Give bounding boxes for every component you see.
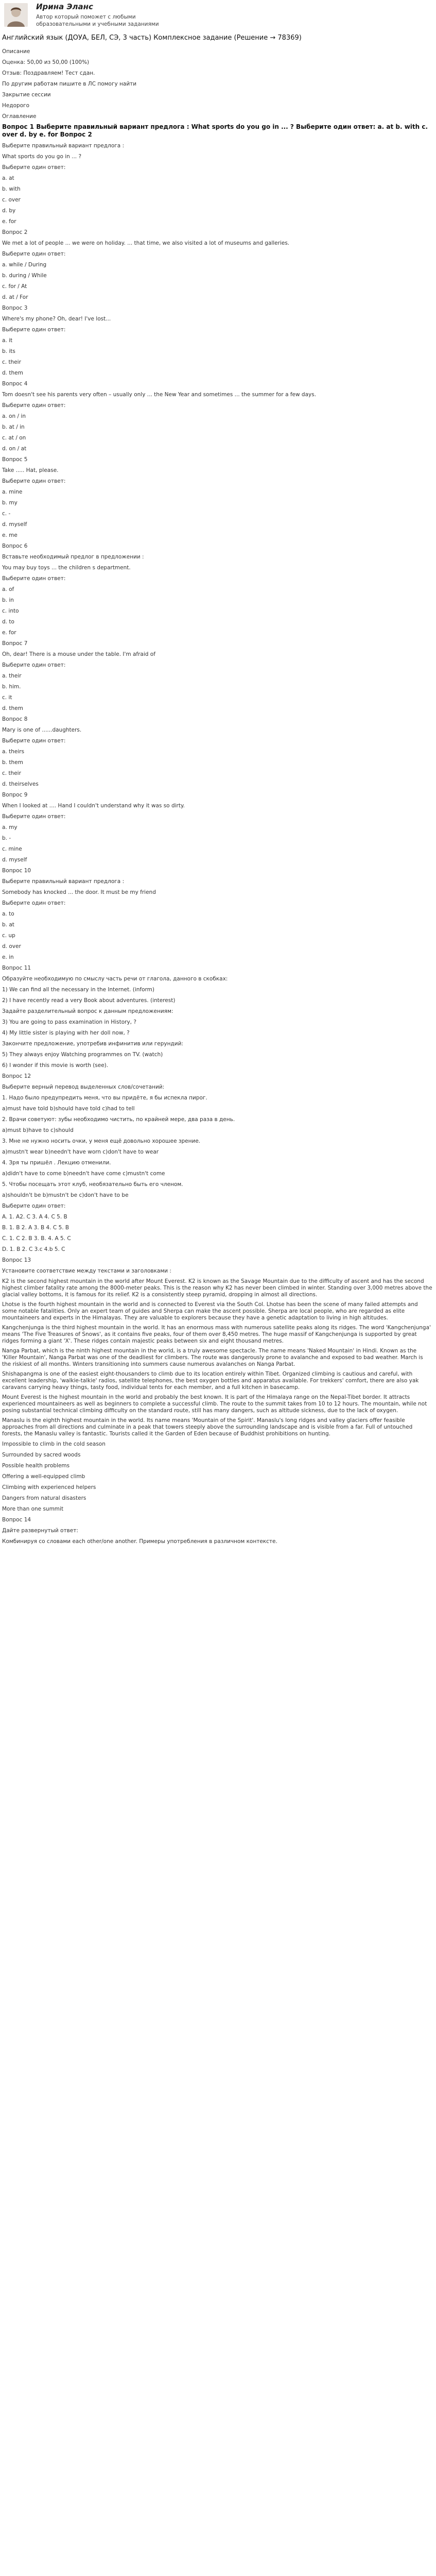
answer-option[interactable]: b. during / While	[2, 273, 47, 279]
question-prompt: Выберите правильный вариант предлога :	[2, 878, 125, 885]
answer-option[interactable]: A. 1. A2. C 3. A 4. C 5. B	[2, 1214, 67, 1220]
meta-line[interactable]: Оглавление	[2, 113, 37, 120]
answer-option[interactable]: d. myself	[2, 521, 27, 528]
heading-item: Дайте развернутый ответ:	[2, 1528, 78, 1534]
heading-item: Possible health problems	[2, 1463, 70, 1469]
question-number: Вопрос 4	[2, 381, 28, 387]
author-avatar[interactable]	[4, 3, 28, 27]
answer-option[interactable]: b. him.	[2, 684, 21, 690]
answer-option[interactable]: c. it	[2, 694, 12, 701]
question-line: Задайте разделительный вопрос к данным предложениям:	[2, 1008, 173, 1014]
answer-option[interactable]: c. over	[2, 197, 21, 203]
author-description: Автор который поможет с любыми образовательными и учебными заданиями	[36, 14, 159, 27]
question-line: 4) My little sister is playing with her doll now, ?	[2, 1030, 130, 1036]
document-body	[2, 34, 432, 1547]
question-line: Выберите один ответ:	[2, 1203, 66, 1209]
question-line: a)must b)have to c)should	[2, 1127, 74, 1133]
question-number: Вопрос 2	[2, 229, 28, 235]
answer-option[interactable]: a. mine	[2, 489, 23, 495]
answer-option[interactable]: D. 1. B 2. C 3.c 4.b 5. C	[2, 1246, 65, 1252]
question-line: 5) They always enjoy Watching programmes on TV. (watch)	[2, 1052, 163, 1058]
answer-option[interactable]: a. on / in	[2, 413, 26, 419]
answer-option[interactable]: b. them	[2, 759, 23, 766]
answer-option[interactable]: a. their	[2, 673, 22, 679]
question-line: Закончите предложение, употребив инфинитив или герундий:	[2, 1041, 183, 1047]
question-text: Mary is one of ......daughters.	[2, 727, 82, 733]
meta-line: Закрытие сессии	[2, 92, 51, 98]
answer-option[interactable]: e. for	[2, 218, 16, 225]
answer-option[interactable]: C. 1. C 2. B 3. B. 4. A 5. C	[2, 1235, 71, 1242]
question-text: What sports do you go in ... ?	[2, 154, 82, 160]
question-number: Вопрос 9	[2, 792, 28, 798]
reading-text: K2 is the second highest mountain in the world after Mount Everest. K2 is known as the Savage Mountain due to the difficulty of ascent and has the second highest climber fatality rate among the 8000-meter peaks. This is the reason why K2 has never been climbed in winter. Standing over 3,000 metres above the glacial valley bottoms, it is famous for its relief. K2 is a consistently steep pyramid, dropping in almost all directions.	[2, 1278, 432, 1298]
author-photo-icon	[4, 3, 28, 27]
answer-option[interactable]: d. at / For	[2, 294, 28, 300]
answer-option[interactable]: c. for / At	[2, 283, 27, 290]
question-number: Вопрос 3	[2, 305, 28, 311]
question-number: Вопрос 10	[2, 868, 31, 874]
meta-line: Оценка: 50,00 из 50,00 (100%)	[2, 59, 90, 65]
answer-label: Выберите один ответ:	[2, 662, 66, 668]
question-line: 2) I have recently read a very Book about adventures. (interest)	[2, 997, 176, 1004]
meta-line: Отзыв: Поздравляем! Тест сдан.	[2, 70, 95, 76]
question-line: 4. Зря ты пришёл . Лекцию отменили.	[2, 1160, 111, 1166]
answer-option[interactable]: d. by	[2, 208, 16, 214]
question-number: Вопрос 11	[2, 965, 31, 971]
question-text: Oh, dear! There is a mouse under the table. I'm afraid of	[2, 651, 155, 657]
answer-option[interactable]: d. on / at	[2, 446, 27, 452]
answer-option[interactable]: a. to	[2, 911, 14, 917]
answer-option[interactable]: b. at	[2, 922, 14, 928]
answer-option[interactable]: b. at / in	[2, 424, 25, 430]
question-line: Выберите верный перевод выделенных слов/сочетаний:	[2, 1084, 165, 1090]
question-number: Вопрос 8	[2, 716, 28, 722]
answer-option[interactable]: b. in	[2, 597, 14, 603]
question-text: Somebody has knocked ... the door. It must be my friend	[2, 889, 156, 895]
question-text: We met a lot of people ... we were on holiday. ... that time, we also visited a lot of museums and galleries.	[2, 240, 290, 246]
answer-label: Выберите один ответ:	[2, 327, 66, 333]
question-number: Вопрос 6	[2, 543, 28, 549]
question-line: 1. Надо было предупредить меня, что вы придёте, я бы испекла пирог.	[2, 1095, 207, 1101]
heading-item: Impossible to climb in the cold season	[2, 1441, 106, 1447]
reading-texts	[2, 1277, 432, 1439]
headings-list	[2, 1439, 432, 1547]
answer-option[interactable]: d. over	[2, 943, 21, 950]
answer-option[interactable]: a. while / During	[2, 262, 47, 268]
question-line: 6) I wonder if this movie is worth (see).	[2, 1062, 109, 1069]
answer-option[interactable]: e. me	[2, 532, 18, 538]
question-line: a)didn't have to come b)needn't have come c)mustn't come	[2, 1171, 165, 1177]
question-text: When I looked at .... Hand I couldn't understand why it was so dirty.	[2, 803, 185, 809]
answer-option[interactable]: e. in	[2, 954, 14, 960]
question-line: Образуйте необходимую по смыслу часть речи от глагола, данного в скобках:	[2, 976, 228, 982]
answer-label: Выберите один ответ:	[2, 478, 66, 484]
questions-list	[2, 141, 432, 974]
answer-option[interactable]: e. for	[2, 630, 16, 636]
answer-option[interactable]: c. their	[2, 359, 21, 365]
reading-text: Mount Everest is the highest mountain in the world and probably the best known. It is part of the Himalaya range on the Nepal-Tibet border. It attracts experienced mountaineers as well as beginners to complete a successful climb. The route to the summit takes from 10 to 12 hours. The mountain, while not posing substantial technical climbing difficulty on the standard route, still has many dangers, such as altitude sickness, due to the lack of oxygen.	[2, 1394, 427, 1414]
reading-text: Manaslu is the eighth highest mountain in the world. Its name means 'Mountain of the Spirit'. Manaslu's long ridges and valley glaciers offer feasible approaches from all directions and culminate in a peak that towers steeply above the surrounding landscape and is visible from a far. Full of untouched forests, the Manaslu valley is fantastic. Tourists called it the Garden of Eden because of Buddhist prohibitions on hunting.	[2, 1417, 413, 1437]
question-line: 3) You are going to pass examination in History, ?	[2, 1019, 136, 1025]
heading-item: Climbing with experienced helpers	[2, 1484, 96, 1490]
answer-label: Выберите один ответ:	[2, 738, 66, 744]
question-line: 1) We can find all the necessary in the Internet. (inform)	[2, 987, 155, 993]
heading-item: Dangers from natural disasters	[2, 1495, 86, 1501]
question-line: 5. Чтобы посещать этот клуб, необязательно быть его членом.	[2, 1181, 183, 1188]
question-line: Установите соответствие между текстами и заголовками :	[2, 1268, 171, 1274]
meta-line: По другим работам пишите в ЛС помогу найти	[2, 81, 137, 87]
meta-line[interactable]: Описание	[2, 48, 30, 55]
heading-item: Комбинируя со словами each other/one another. Примеры употребления в различном контексте.	[2, 1538, 277, 1545]
answer-option[interactable]: c. their	[2, 770, 21, 776]
answer-option[interactable]: d. myself	[2, 857, 27, 863]
answer-option[interactable]: d. to	[2, 619, 14, 625]
question-line: 3. Мне не нужно носить очки, у меня ещё довольно хорошее зрение.	[2, 1138, 201, 1144]
question-line: 2. Врачи советуют: зубы необходимо чистить, по крайней мере, два раза в день.	[2, 1116, 235, 1123]
answer-option[interactable]: a. at	[2, 175, 14, 181]
answer-label: Выберите один ответ:	[2, 402, 66, 409]
heading-item: More than one summit	[2, 1506, 64, 1512]
question-line: Вопрос 12	[2, 1073, 31, 1079]
question-text: Take ..... Hat, please.	[2, 467, 59, 473]
question-text: Tom doesn't see his parents very often – usually only ... the New Year and sometimes ... the summer for a few days.	[2, 392, 317, 398]
answer-option[interactable]: d. them	[2, 370, 23, 376]
heading-item: Вопрос 14	[2, 1517, 31, 1523]
answer-option[interactable]: a. my	[2, 824, 18, 831]
answer-option[interactable]: c. into	[2, 608, 19, 614]
answer-option[interactable]: c. at / on	[2, 435, 26, 441]
answer-label: Выберите один ответ:	[2, 164, 66, 171]
answer-option[interactable]: b. its	[2, 348, 15, 354]
question-11	[2, 974, 432, 1082]
answer-label: Выберите один ответ:	[2, 575, 66, 582]
meta-line: Недорого	[2, 103, 30, 109]
answer-option[interactable]: c. up	[2, 933, 15, 939]
answer-option[interactable]: a. it	[2, 337, 13, 344]
answer-option[interactable]: B. 1. B 2. A 3. B 4. C 5. B	[2, 1225, 69, 1231]
question-12	[2, 1082, 432, 1277]
meta-list	[2, 46, 432, 122]
question-number: Вопрос 5	[2, 456, 28, 463]
answer-option[interactable]: d. theirselves	[2, 781, 39, 787]
question-line: Вопрос 13	[2, 1257, 31, 1263]
heading-item: Offering a well-equipped climb	[2, 1473, 85, 1480]
answer-option[interactable]: a. theirs	[2, 749, 25, 755]
question-prompt: Вставьте необходимый предлог в предложении :	[2, 554, 144, 560]
answer-option[interactable]: d. them	[2, 705, 23, 711]
question-prompt: Выберите правильный вариант предлога :	[2, 143, 125, 149]
answer-label: Выберите один ответ:	[2, 251, 66, 257]
question-line: a)must have told b)should have told c)had to tell	[2, 1106, 135, 1112]
reading-text: Shishapangma is one of the easiest eight-thousanders to climb due to its location entirely within Tibet. Organized climbing is cautious and careful, with excellent leadership, 'walkie-talkie' radios, satellite telephones, the best oxygen bottles and apparatus available. For trekkers' comfort, there are also yak caravans carrying heavy things, tasty food, individual tents for each member, and a full kitchen in basecamp.	[2, 1371, 419, 1391]
page-title: Английский язык (ДОУА, БЕЛ, СЭ, 3 часть) Комплексное задание (Решение → 78369)	[2, 34, 302, 42]
question-line: a)shouldn't be b)mustn't be c)don't have to be	[2, 1192, 129, 1198]
question-text: Where's my phone? Oh, dear! I've lost...	[2, 316, 111, 322]
author-header	[0, 0, 436, 31]
question-line: a)mustn't wear b)needn't have worn c)don't have to wear	[2, 1149, 159, 1155]
answer-option[interactable]: c. mine	[2, 846, 22, 852]
reading-text: Nanga Parbat, which is the ninth highest mountain in the world, is a truly awesome spectacle. The name means 'Naked Mountain' in Hindi. Known as the 'Killer Mountain', Nanga Parbat was one of the deadliest for climbers. The route was dangerously prone to avalanche and exposed to bad weather. March is the riskiest of all months. Winters transitioning into summers cause numerous avalanches on Nanga Parbat.	[2, 1348, 423, 1367]
question-number: Вопрос 7	[2, 640, 28, 647]
answer-option[interactable]: a. of	[2, 586, 14, 592]
answer-option[interactable]: b. my	[2, 500, 18, 506]
question-1-heading: Вопрос 1 Выберите правильный вариант предлога : What sports do you go in ... ? Выберите один ответ: a. at b. with c. over d. by e. for Вопрос 2	[2, 123, 428, 138]
answer-label: Выберите один ответ:	[2, 900, 66, 906]
answer-option[interactable]: b. -	[2, 835, 11, 841]
heading-item: Surrounded by sacred woods	[2, 1452, 81, 1458]
answer-option[interactable]: b. with	[2, 186, 21, 192]
answer-option[interactable]: c. -	[2, 511, 11, 517]
reading-text: Lhotse is the fourth highest mountain in the world and is connected to Everest via the South Col. Lhotse has been the scene of many failed attempts and some notable fatalities. Only an expert team of guides and Sherpa can make the ascent possible. Sherpa are local people, who are regarded as elite mountaineers and experts in the Himalayas. They are valuable to explorers because they have a genetic adaptation to living in high altitudes.	[2, 1301, 418, 1321]
question-text: You may buy toys ... the children s department.	[2, 565, 131, 571]
author-name[interactable]: Ирина Эланс	[36, 2, 93, 11]
answer-label: Выберите один ответ:	[2, 814, 66, 820]
reading-text: Kangchenjunga is the third highest mountain in the world. It has an enormous mass with numerous satellite peaks along its ridges. The word 'Kangchenjunga' means 'The Five Treasures of Snows', as it contains five peaks, four of them over 8,450 metres. The huge massif of Kangchenjunga is supported by great ridges forming a giant 'X'. These ridges contain majestic peaks between six and eight thousand metres.	[2, 1325, 431, 1344]
